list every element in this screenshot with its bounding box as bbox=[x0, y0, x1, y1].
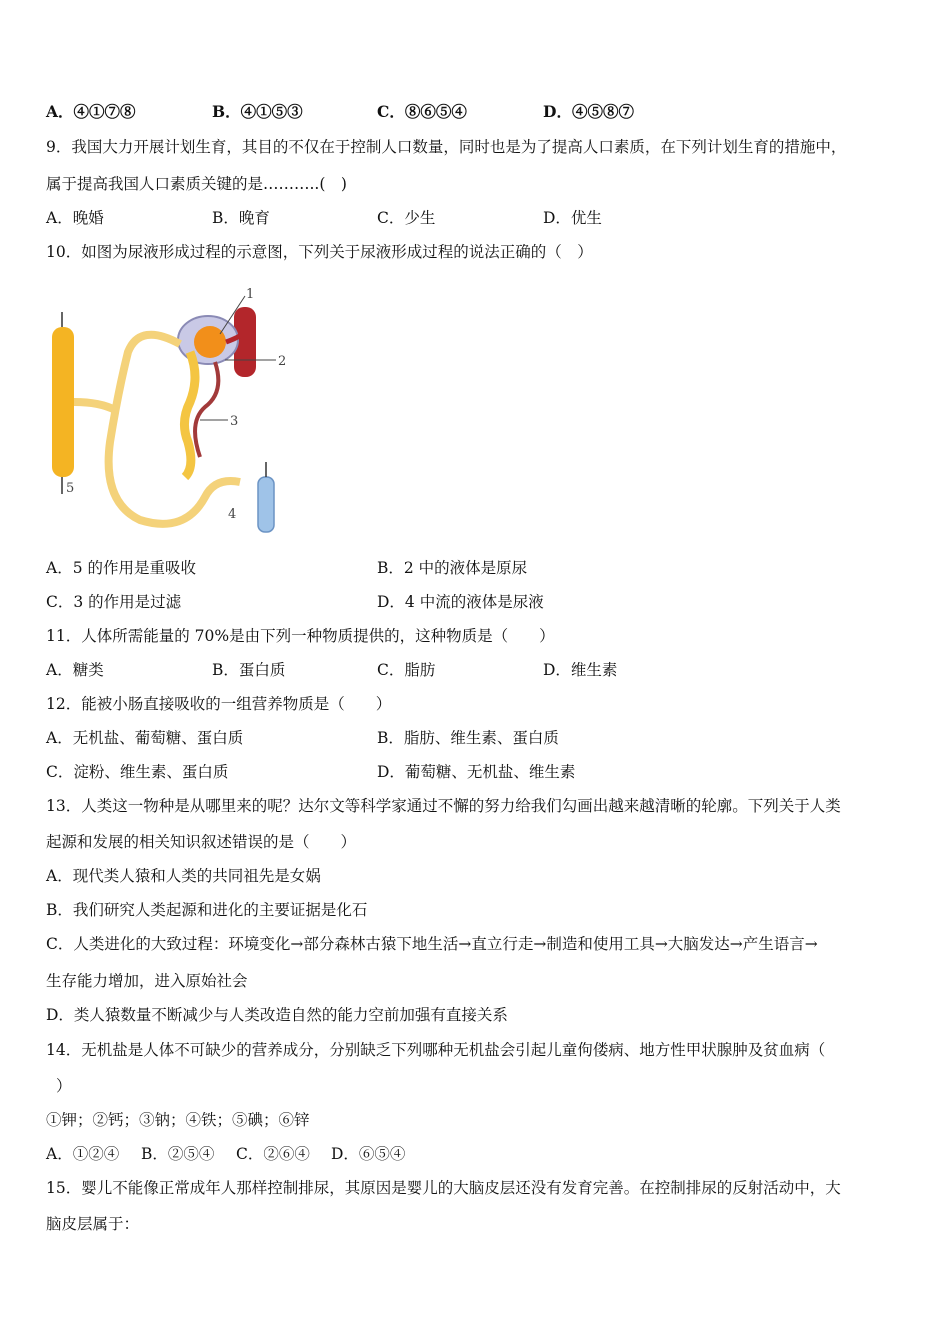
q10-option-c: C．3 的作用是过滤 bbox=[46, 593, 182, 611]
q13-stem-line1: 13．人类这一物种是从哪里来的呢？达尔文等科学家通过不懈的努力给我们勾画出越来越清晰的轮廓。下列关于人类 bbox=[46, 797, 841, 815]
figure-label-3: 3 bbox=[230, 414, 239, 429]
q11-stem: 11．人体所需能量的 70%是由下列一种物质提供的，这种物质是（ ） bbox=[46, 627, 555, 645]
q12-option-d: D．葡萄糖、无机盐、维生素 bbox=[377, 763, 576, 781]
nephron-diagram bbox=[40, 282, 300, 542]
q14-stem-line2: ） bbox=[56, 1077, 72, 1095]
q15-stem-line2: 脑皮层属于： bbox=[46, 1215, 140, 1233]
q10-option-b: B．2 中的液体是原尿 bbox=[377, 559, 528, 577]
q12-option-b: B．脂肪、维生素、蛋白质 bbox=[377, 729, 559, 747]
q14-option-a: A．①②④ bbox=[46, 1145, 120, 1163]
q9-option-d: D．优生 bbox=[543, 209, 602, 227]
q10-stem: 10．如图为尿液形成过程的示意图，下列关于尿液形成过程的说法正确的（ ） bbox=[46, 243, 593, 261]
q8-option-c: C．⑧⑥⑤④ bbox=[377, 102, 467, 121]
q13-stem-line2: 起源和发展的相关知识叙述错误的是（ ） bbox=[46, 833, 357, 851]
q9-stem-line2: 属于提高我国人口素质关键的是………..( ) bbox=[46, 175, 347, 193]
figure-label-2: 2 bbox=[278, 354, 287, 369]
q8-option-d: D．④⑤⑧⑦ bbox=[543, 102, 634, 121]
q11-option-b: B．蛋白质 bbox=[212, 661, 286, 679]
figure-label-5: 5 bbox=[66, 481, 75, 496]
collecting-duct bbox=[258, 477, 274, 532]
q11-option-a: A．糖类 bbox=[46, 661, 104, 679]
q13-option-c-line1: C．人类进化的大致过程：环境变化→部分森林古猿下地生活→直立行走→制造和使用工具→大脑发达→产生语言→ bbox=[46, 935, 818, 953]
q15-stem-line1: 15．婴儿不能像正常成年人那样控制排尿，其原因是婴儿的大脑皮层还没有发育完善。在控制排尿的反射活动中，大 bbox=[46, 1179, 841, 1197]
q14-option-c: C．②⑥④ bbox=[236, 1145, 310, 1163]
q11-option-c: C．脂肪 bbox=[377, 661, 436, 679]
q10-option-a: A．5 的作用是重吸收 bbox=[46, 559, 196, 577]
q9-option-b: B．晚育 bbox=[212, 209, 270, 227]
q14-stem-line1: 14．无机盐是人体不可缺少的营养成分，分别缺乏下列哪种无机盐会引起儿童佝偻病、地方性甲状腺肿及贫血病（ bbox=[46, 1041, 826, 1059]
q8-option-b: B．④①⑤③ bbox=[212, 102, 303, 121]
q14-option-d: D．⑥⑤④ bbox=[331, 1145, 406, 1163]
q14-option-b: B．②⑤④ bbox=[141, 1145, 215, 1163]
q11-option-d: D．维生素 bbox=[543, 661, 618, 679]
proximal-tubule bbox=[184, 352, 195, 477]
figure-label-1: 1 bbox=[246, 287, 255, 302]
q12-stem: 12．能被小肠直接吸收的一组营养物质是（ ） bbox=[46, 695, 392, 713]
glomerulus bbox=[194, 326, 226, 358]
renal-vein-vessel bbox=[52, 327, 74, 477]
q12-option-c: C．淀粉、维生素、蛋白质 bbox=[46, 763, 229, 781]
q13-option-b: B．我们研究人类起源和进化的主要证据是化石 bbox=[46, 901, 368, 919]
q12-option-a: A．无机盐、葡萄糖、蛋白质 bbox=[46, 729, 244, 747]
q14-items: ①钾；②钙；③钠；④铁；⑤碘；⑥锌 bbox=[46, 1111, 310, 1129]
q8-option-a: A．④①⑦⑧ bbox=[46, 102, 136, 121]
q9-option-a: A．晚婚 bbox=[46, 209, 104, 227]
q9-stem-line1: 9．我国大力开展计划生育，其目的不仅在于控制人口数量，同时也是为了提高人口素质，在下列计划生育的措施中， bbox=[46, 138, 847, 156]
q9-option-c: C．少生 bbox=[377, 209, 436, 227]
q13-option-a: A．现代类人猿和人类的共同祖先是女娲 bbox=[46, 867, 321, 885]
q10-option-d: D．4 中流的液体是尿液 bbox=[377, 593, 544, 611]
q13-option-c-line2: 生存能力增加，进入原始社会 bbox=[46, 972, 248, 990]
vessel-connection bbox=[74, 402, 115, 410]
q13-option-d: D．类人猿数量不断减少与人类改造自然的能力空前加强有直接关系 bbox=[46, 1006, 508, 1024]
figure-label-4: 4 bbox=[228, 507, 237, 522]
renal-tubule bbox=[109, 335, 240, 524]
